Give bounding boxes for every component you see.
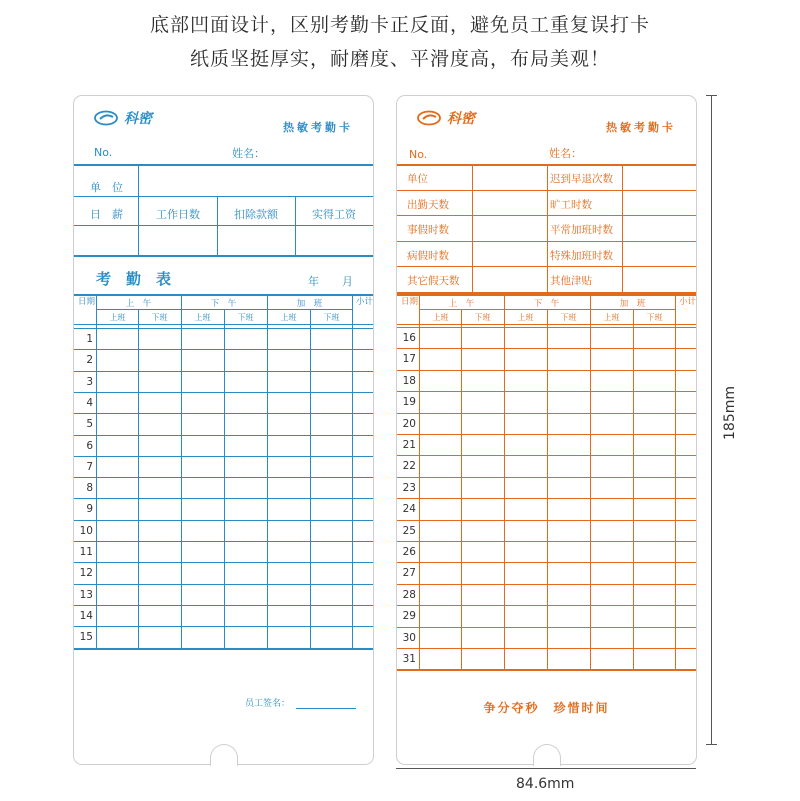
- height-dimension-label: 185mm: [722, 386, 738, 440]
- attendance-field-label: 事假时数: [407, 224, 449, 237]
- attendance-field-label: 特殊加班时数: [550, 249, 613, 262]
- month-label: 月: [342, 275, 353, 288]
- height-dimension-tick-top: [706, 95, 717, 96]
- logo-swirl-icon: [417, 110, 443, 126]
- column-line: [181, 294, 182, 648]
- day-number: 19: [402, 396, 416, 409]
- column-line: [267, 294, 268, 648]
- attendance-field-label: 病假时数: [407, 249, 449, 262]
- card-title: 热敏考勤卡: [606, 121, 676, 134]
- column-line: [138, 309, 139, 648]
- name-label: 姓名：: [232, 147, 265, 160]
- morning-column-header: 上 午: [125, 299, 152, 309]
- bottom-notch: [210, 744, 238, 766]
- subtotal-column-header: 小计: [679, 297, 697, 307]
- clock-out-column-header: 下班: [323, 313, 340, 322]
- overtime-column-header: 加 班: [619, 299, 646, 309]
- column-line: [472, 164, 473, 292]
- day-number: 2: [86, 354, 93, 367]
- width-dimension-label: 84.6mm: [516, 776, 575, 792]
- day-number: 23: [402, 481, 416, 494]
- morning-column-header: 上 午: [448, 299, 475, 309]
- slogan: 争分夺秒 珍惜时间: [483, 701, 610, 715]
- day-number: 15: [79, 631, 93, 644]
- day-number: 9: [86, 503, 93, 516]
- column-line: [138, 166, 139, 255]
- day-number: 25: [402, 524, 416, 537]
- column-line: [547, 309, 548, 669]
- day-number: 12: [79, 567, 93, 580]
- attendance-field-label: 迟到早退次数: [550, 173, 613, 185]
- headline-line2: 纸质坚挺厚实，耐磨度、平滑度高，布局美观！: [189, 48, 610, 70]
- clock-out-column-header: 下班: [237, 313, 254, 322]
- bottom-notch: [533, 744, 561, 766]
- date-column-header: 日期: [401, 297, 419, 307]
- signature-label: 员工签名：: [245, 699, 291, 709]
- day-number: 24: [402, 503, 416, 516]
- no-label: No.: [409, 148, 428, 161]
- table-title: 考 勤 表: [96, 270, 172, 288]
- brand-name: 科密: [124, 111, 152, 127]
- salary-label: 日 薪: [90, 208, 123, 221]
- brand-logo: [94, 108, 152, 128]
- column-line: [622, 164, 623, 292]
- rule-line: [397, 669, 696, 671]
- day-number: 4: [86, 396, 93, 409]
- clock-in-column-header: 上班: [432, 313, 449, 322]
- column-line: [504, 294, 505, 669]
- day-number: 11: [79, 546, 93, 558]
- unit-label: 单 位: [90, 181, 123, 194]
- day-number: 8: [86, 482, 93, 495]
- afternoon-column-header: 下 午: [533, 299, 560, 309]
- height-dimension-tick-bottom: [706, 744, 717, 745]
- day-number: 22: [402, 460, 416, 473]
- attendance-field-label: 平常加班时数: [550, 224, 613, 237]
- brand-name: 科密: [447, 111, 475, 127]
- clock-out-column-header: 下班: [560, 313, 577, 322]
- column-line: [547, 164, 548, 292]
- rule-line: [74, 225, 373, 226]
- column-line: [675, 294, 676, 669]
- attendance-field-label: 单位: [407, 173, 428, 185]
- day-number: 18: [402, 374, 416, 387]
- clock-out-column-header: 下班: [151, 313, 168, 322]
- day-number: 30: [402, 631, 416, 644]
- column-line: [96, 294, 97, 648]
- name-label: 姓名：: [549, 147, 582, 160]
- column-line: [590, 294, 591, 669]
- day-number: 13: [79, 588, 93, 601]
- width-dimension-line: [396, 768, 696, 769]
- day-number: 14: [79, 609, 93, 622]
- day-number: 3: [86, 375, 93, 388]
- clock-out-column-header: 下班: [474, 313, 491, 322]
- rule-line: [397, 294, 696, 296]
- day-number: 16: [402, 332, 416, 344]
- rule-line: [74, 648, 373, 650]
- rule-line: [74, 196, 373, 197]
- rule-line: [74, 255, 373, 257]
- brand-logo: [417, 108, 475, 128]
- day-number: 31: [402, 653, 416, 665]
- clock-in-column-header: 上班: [603, 313, 620, 322]
- column-line: [419, 294, 420, 669]
- workdays-label: 工作日数: [156, 208, 200, 221]
- rule-line: [74, 164, 373, 166]
- column-line: [224, 309, 225, 648]
- day-number: 6: [86, 439, 93, 452]
- subtotal-column-header: 小计: [356, 297, 374, 307]
- height-dimension-line: [711, 95, 712, 745]
- actual-label: 实得工资: [312, 208, 356, 221]
- column-line: [352, 294, 353, 648]
- day-number: 1: [86, 333, 93, 345]
- column-line: [217, 196, 218, 255]
- day-number: 29: [402, 610, 416, 623]
- attendance-field-label: 旷工时数: [550, 198, 592, 211]
- year-label: 年: [308, 275, 319, 288]
- day-number: 5: [86, 418, 93, 431]
- signature-line: [296, 708, 356, 709]
- afternoon-column-header: 下 午: [210, 299, 237, 309]
- clock-in-column-header: 上班: [280, 313, 297, 322]
- clock-in-column-header: 上班: [194, 313, 211, 322]
- deduct-label: 扣除款额: [234, 208, 278, 221]
- column-line: [633, 309, 634, 669]
- attendance-field-label: 其它假天数: [407, 275, 460, 288]
- column-line: [310, 309, 311, 648]
- day-number: 21: [402, 439, 416, 451]
- back-card: [396, 95, 697, 765]
- day-number: 7: [86, 460, 93, 473]
- rule-line: [74, 294, 373, 296]
- column-line: [295, 196, 296, 255]
- day-number: 28: [402, 588, 416, 601]
- day-number: 26: [402, 546, 416, 558]
- day-number: 20: [402, 417, 416, 430]
- clock-in-column-header: 上班: [517, 313, 534, 322]
- overtime-column-header: 加 班: [296, 299, 323, 309]
- logo-swirl-icon: [94, 110, 120, 126]
- attendance-field-label: 出勤天数: [407, 198, 449, 211]
- card-title: 热敏考勤卡: [283, 121, 353, 134]
- day-number: 17: [402, 353, 416, 366]
- attendance-field-label: 其他津贴: [550, 275, 592, 288]
- column-line: [461, 309, 462, 669]
- clock-out-column-header: 下班: [646, 313, 663, 322]
- front-card: [73, 95, 374, 765]
- clock-in-column-header: 上班: [109, 313, 126, 322]
- headline-line1: 底部凹面设计，区别考勤卡正反面，避免员工重复误打卡: [149, 14, 650, 36]
- date-column-header: 日期: [78, 297, 96, 307]
- day-number: 27: [402, 567, 416, 580]
- day-number: 10: [79, 524, 93, 537]
- no-label: No.: [94, 146, 113, 159]
